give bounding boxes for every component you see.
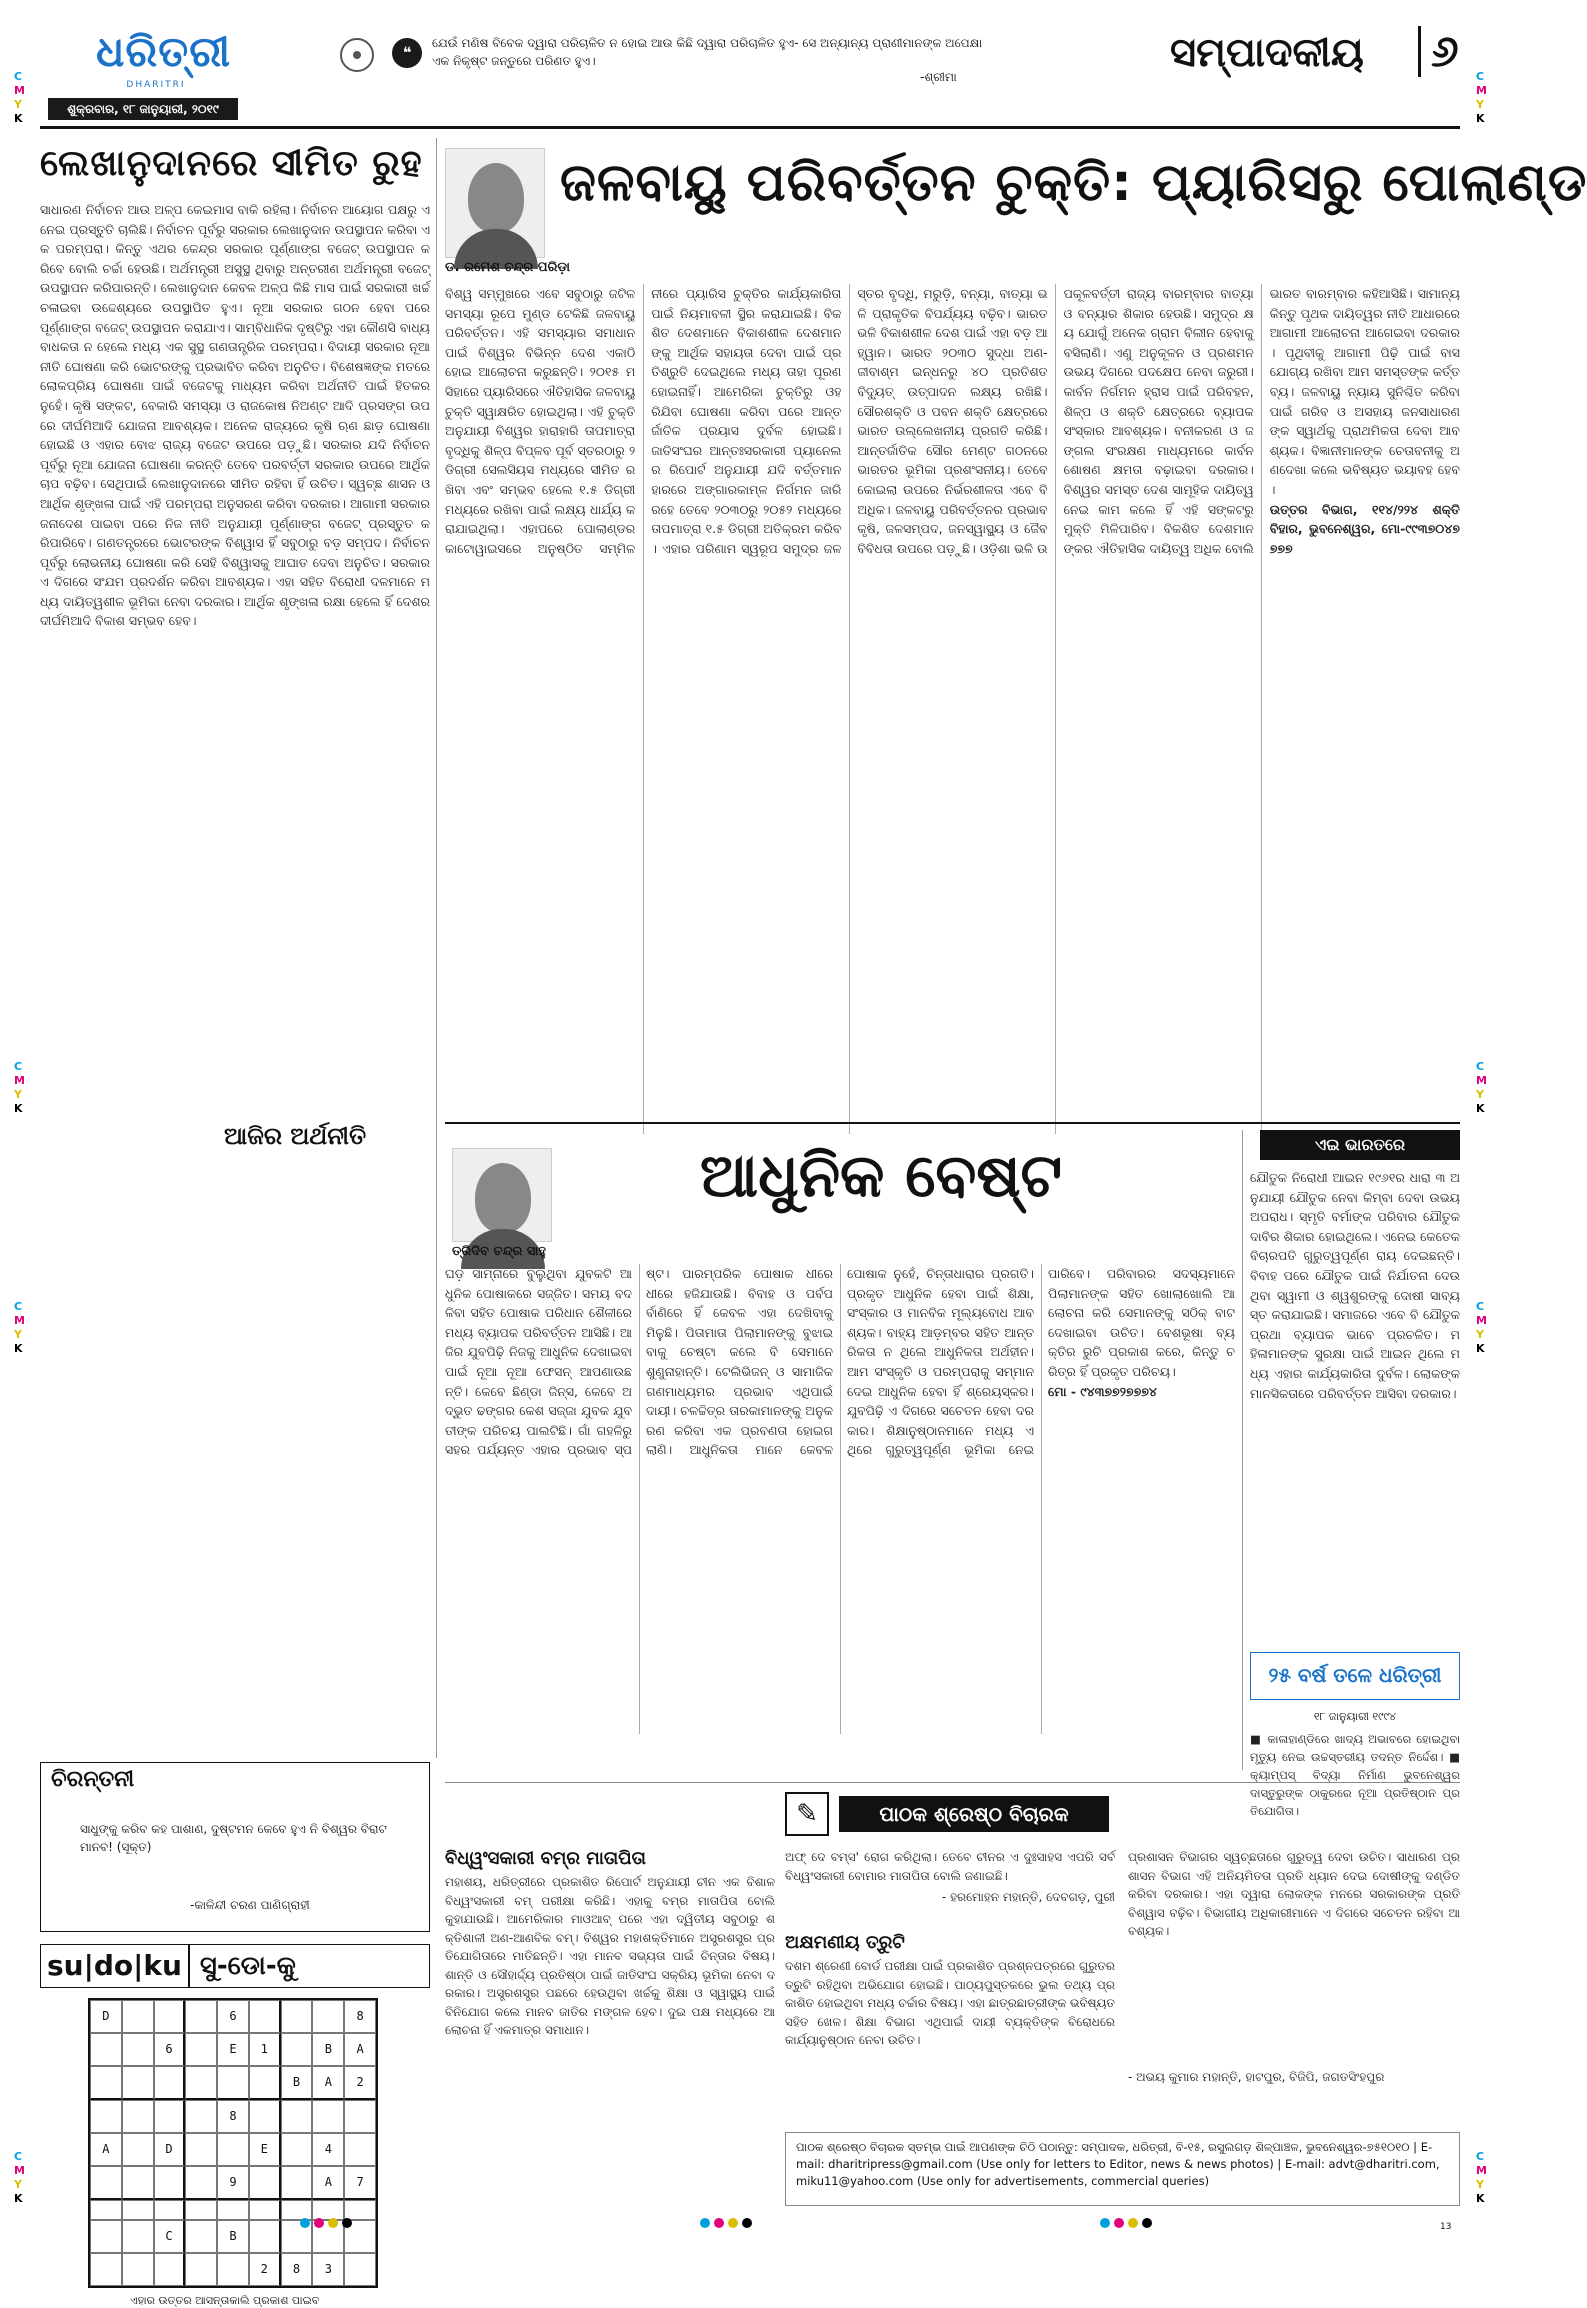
sudoku-cell — [185, 2100, 217, 2133]
sudoku-cell: 9 — [217, 2166, 249, 2200]
sudoku-cell — [281, 2200, 313, 2220]
sudoku-cell: 8 — [281, 2253, 313, 2286]
letters-pen-icon: ✎ — [785, 1792, 829, 1836]
sudoku-cell — [90, 2200, 122, 2220]
chirantani-author: -କାଳିନ୍ଦୀ ଚରଣ ପାଣିଗ୍ରାହୀ — [190, 1898, 310, 1912]
letters-title: ପାଠକ ଶ୍ରେଷ୍ଠ ବିଚାରକ — [839, 1796, 1109, 1832]
sudoku-cell — [122, 2066, 154, 2100]
sudoku-cell — [249, 2100, 281, 2133]
sudoku-cell: 2 — [344, 2066, 376, 2100]
sudoku-cell — [344, 2200, 376, 2220]
registration-marks-right-bottom: C M Y K — [1476, 2150, 1487, 2205]
sudoku-cell — [122, 2253, 154, 2286]
article-divider — [445, 1122, 1460, 1124]
sudoku-cell: 3 — [312, 2253, 344, 2286]
sudoku-cell: B — [281, 2066, 313, 2100]
sudoku-grid — [88, 1998, 378, 2288]
letter-item — [785, 1932, 1115, 2122]
letter-signature: - ଅଭୟ କୁମାର ମହାନ୍ତି, ହାଟପୁର, ବିଜିପି, ଜଗତସିଂହପୁର — [1128, 2070, 1385, 2084]
anniversary-body: ■ କାଳାହାଣ୍ଡିରେ ଖାଦ୍ୟ ଅଭାବରେ ହୋଇଥିବା ମୃତ୍ୟୁ ନେଇ ଉଚ୍ଚସ୍ତରୀୟ ତଦନ୍ତ ନିର୍ଦ୍ଦେଶ। ■ କ୍ୟାମ୍ପସ୍ ବିଦ୍ୟା ନିର୍ମାଣ ଭୁବନେଶ୍ୱର ଦାସ୍ତୁରୁଙ୍କ ଠାକୁରରେ ନୂଆ ପ୍ରତିଷ୍ଠାନ ପ୍ରତିଯୋଗିତା। — [1250, 1732, 1460, 1818]
sudoku-cell — [122, 2033, 154, 2066]
section-title: ସମ୍ପାଦକୀୟ — [1170, 30, 1364, 76]
sudoku-cell — [154, 2000, 186, 2033]
column-divider-right — [1242, 1130, 1243, 1770]
sudoku-cell — [344, 2133, 376, 2166]
sudoku-cell — [185, 2033, 217, 2066]
registration-marks-left-low: C M Y K — [14, 1300, 25, 1355]
sudoku-cell — [312, 2000, 344, 2033]
dateline: ଶୁକ୍ରବାର, ୧୮ ଜାନୁୟାରୀ, ୨୦୧୯ — [48, 98, 238, 120]
sudoku-cell — [154, 2066, 186, 2100]
sudoku-cell — [281, 2000, 313, 2033]
logo-subtitle: DHARITRI — [126, 80, 186, 90]
daily-quote: ଯେଉଁ ମଣିଷ ବିବେକ ଦ୍ୱାରା ପରିଚାଳିତ ନ ହୋଇ ଆଉ କିଛି ଦ୍ୱାରା ପରିଚାଳିତ ହୁଏ- ସେ ଅନ୍ୟାନ୍ୟ ପ୍ରାଣୀମାନଙ୍କ ଅପେକ୍ଷା ଏକ ନିକୃଷ୍ଟ ଜନ୍ତୁରେ ପରିଣତ ହୁଏ। — [432, 36, 983, 68]
sudoku-cell — [90, 2253, 122, 2286]
editorial-headline: ଲେଖାନୁଦାନରେ ସୀମିତ ରୁହ — [40, 143, 423, 184]
sudoku-cell — [185, 2166, 217, 2200]
registration-marks-left-bottom: C M Y K — [14, 2150, 25, 2205]
sudoku-cell — [154, 2200, 186, 2220]
sudoku-cell: B — [217, 2220, 249, 2253]
article2-body — [445, 1264, 1235, 1734]
sudoku-cell — [217, 2066, 249, 2100]
bharat-body: ଯୌତୁକ ନିରୋଧୀ ଆଇନ ୧୯୬୧ର ଧାରା ୩ ଅନୁଯାୟୀ ଯୌତୁକ ନେବା କିମ୍ବା ଦେବା ଉଭୟ ଅପରାଧ। ସ୍ମୃତି ବର୍ମାଙ୍କ ପରିବାର ଯୌତୁକ ଦାବିର ଶିକାର ହୋଇଥିଲେ। ଏନେଇ କେତେକ ବିଚାରପତି ଗୁରୁତ୍ୱପୂର୍ଣ୍ଣ ରାୟ ଦେଇଛନ୍ତି। ବିବାହ ପରେ ଯୌତୁକ ପାଇଁ ନିର୍ଯାତନା ଦେଉଥିବା ସ୍ୱାମୀ ଓ ଶ୍ୱଶୁରଙ୍କୁ ଦୋଷୀ ସାବ୍ୟସ୍ତ କରାଯାଇଛି। ସମାଜରେ ଏବେ ବି ଯୌତୁକ ପ୍ରଥା ବ୍ୟାପକ ଭାବେ ପ୍ରଚଳିତ। ମହିଳାମାନଙ୍କ ସୁରକ୍ଷା ପାଇଁ ଆଇନ ଥିଲେ ମଧ୍ୟ ଏହାର କାର୍ଯ୍ୟକାରିତା ଦୁର୍ବଳ। ଲୋକଙ୍କ ମାନସିକତାରେ ପରିବର୍ତ୍ତନ ଆସିବା ଦରକାର। — [1250, 1170, 1460, 1401]
sudoku-cell: A — [90, 2133, 122, 2166]
sudoku-cell: E — [217, 2033, 249, 2066]
page-number: ୬ — [1418, 26, 1459, 77]
sudoku-cell — [185, 2066, 217, 2100]
article2-headline: ଆଧୁନିକ ବେଷ୍ଟ — [700, 1141, 1063, 1211]
sudoku-cell — [281, 2100, 313, 2133]
letters-divider — [445, 1782, 1460, 1783]
registration-marks-left: C M Y K — [14, 70, 25, 125]
sudoku-cell: 8 — [217, 2100, 249, 2133]
sudoku-cell — [90, 2220, 122, 2253]
sudoku-cell: B — [312, 2033, 344, 2066]
column-divider-left — [436, 138, 437, 1758]
sudoku-cell — [185, 2200, 217, 2220]
sudoku-cell — [344, 2253, 376, 2286]
letter-body: ମହାଶୟ, ଧରିତ୍ରୀରେ ପ୍ରକାଶିତ ରିପୋର୍ଟ ଅନୁଯାୟୀ ଚୀନ ଏକ ବିଶାଳ ବିଧ୍ୱଂସକାରୀ ବମ୍ ପରୀକ୍ଷା କରିଛି। ଏହାକୁ ବମ୍‌ର ମାତାପିତା ବୋଲି କୁହାଯାଉଛି। ଆମେରିକାର ମାଓଆବ୍ ପରେ ଏହା ଦ୍ୱିତୀୟ ସବୁଠାରୁ ଶକ୍ତିଶାଳୀ ଅଣ-ଆଣବିକ ବମ୍। ବିଶ୍ୱର ମହାଶକ୍ତିମାନେ ଅସ୍ତ୍ରଶସ୍ତ୍ର ପ୍ରତିଯୋଗିତାରେ ମାତିଛନ୍ତି। ଏହା ମାନବ ସଭ୍ୟତା ପାଇଁ ଚିନ୍ତାର ବିଷୟ। ଶାନ୍ତି ଓ ସୌହାର୍ଦ୍ଦ୍ୟ ପ୍ରତିଷ୍ଠା ପାଇଁ ଜାତିସଂଘ ସକ୍ରିୟ ଭୂମିକା ନେବା ଦରକାର। ଅସ୍ତ୍ରଶସ୍ତ୍ର ପଛରେ ହେଉଥିବା ଖର୍ଚ୍ଚକୁ ଶିକ୍ଷା ଓ ସ୍ୱାସ୍ଥ୍ୟ ପାଇଁ ବିନିଯୋଗ କଲେ ମାନବ ଜାତିର ମଙ୍ଗଳ ହେବ। ଦୁଇ ପକ୍ଷ ମଧ୍ୟରେ ଆଲୋଚନା ହିଁ ଏକମାତ୍ର ସମାଧାନ। — [445, 1875, 775, 2037]
sudoku-cell: 8 — [344, 2000, 376, 2033]
sudoku-cell — [90, 2166, 122, 2200]
sudoku-cell — [249, 2200, 281, 2220]
sudoku-cell — [249, 2166, 281, 2200]
sudoku-cell: D — [154, 2133, 186, 2166]
letter-body: ପ୍ରଶାସନ ବିଭାଗର ସ୍ୱଚ୍ଛତାରେ ଗୁରୁତ୍ୱ ଦେବା ଉଚିତ। ସାଧାରଣ ପ୍ରଶାସନ ବିଭାଗ ଏହି ଅନିୟମିତତା ପ୍ରତି ଧ୍ୟାନ ଦେଇ ଦୋଷୀଙ୍କୁ ଦଣ୍ଡିତ କରିବା ଦରକାର। ଏହା ଦ୍ୱାରା ଲୋକଙ୍କ ମନରେ ସରକାରଙ୍କ ପ୍ରତି ବିଶ୍ୱାସ ବଢ଼ିବ। ବିଭାଗୀୟ ଅଧିକାରୀମାନେ ଏ ଦିଗରେ ସଚେତନ ରହିବା ଆବଶ୍ୟକ। — [1128, 1850, 1460, 1938]
letters-banner — [445, 1792, 1460, 1838]
letter-item — [1128, 1848, 1460, 2118]
sudoku-cell — [312, 2100, 344, 2133]
sudoku-cell — [281, 2133, 313, 2166]
registration-marks-left-mid: C M Y K — [14, 1060, 25, 1115]
letter-heading: ଅକ୍ଷମଣୀୟ ତ୍ରୁଟି — [785, 1932, 905, 1953]
sudoku-cell — [281, 2166, 313, 2200]
registration-marks-right-mid: C M Y K — [1476, 1060, 1487, 1115]
sudoku-cell: C — [154, 2220, 186, 2253]
article1-text: ବିଶ୍ୱ ସମ୍ମୁଖରେ ଏବେ ସବୁଠାରୁ ଜଟିଳ ସମସ୍ୟା ରୂପେ ମୁଣ୍ଡ ଟେକିଛି ଜଳବାୟୁ ପରିବର୍ତ୍ତନ। ଏହି ସମସ୍ୟାର ସମାଧାନ ପାଇଁ ବିଶ୍ୱର ବିଭିନ୍ନ ଦେଶ ଏକାଠି ହୋଇ ଆଲୋଚନା କରୁଛନ୍ତି। ୨୦୧୫ ମସିହାରେ ପ୍ୟାରିସରେ ଐତିହାସିକ ଜଳବାୟୁ ଚୁକ୍ତି ସ୍ୱାକ୍ଷରିତ ହୋଇଥିଲା। ଏହି ଚୁକ୍ତି ଅନୁଯାୟୀ ବିଶ୍ୱର ହାରାହାରି ତାପମାତ୍ରା ବୃଦ୍ଧିକୁ ଶିଳ୍ପ ବିପ୍ଳବ ପୂର୍ବ ସ୍ତରଠାରୁ ୨ ଡିଗ୍ରୀ ସେଲସିୟସ ମଧ୍ୟରେ ସୀମିତ ରଖିବା ଏବଂ ସମ୍ଭବ ହେଲେ ୧.୫ ଡିଗ୍ରୀ ମଧ୍ୟରେ ରଖିବା ପାଇଁ ଲକ୍ଷ୍ୟ ଧାର୍ଯ୍ୟ କରାଯାଇଥିଲା। ଏହାପରେ ପୋଲାଣ୍ଡର କାଟୋୱାଇସରେ ଅନୁଷ୍ଠିତ ସମ୍ମିଳନୀରେ ପ୍ୟାରିସ ଚୁକ୍ତିର କାର୍ଯ୍ୟକାରିତା ପାଇଁ ନିୟମାବଳୀ ସ୍ଥିର କରାଯାଇଛି। ବିକଶିତ ଦେଶମାନେ ବିକାଶଶୀଳ ଦେଶମାନଙ୍କୁ ଆର୍ଥିକ ସହାୟତା ଦେବା ପାଇଁ ପ୍ରତିଶ୍ରୁତି ଦେଇଥିଲେ ମଧ୍ୟ ତାହା ପୂରଣ ହୋଇନାହିଁ। ଆମେରିକା ଚୁକ୍ତିରୁ ଓହରିଯିବା ଘୋଷଣା କରିବା ପରେ ଆନ୍ତର୍ଜାତିକ ପ୍ରୟାସ ଦୁର୍ବଳ ହୋଇଛି। ଜାତିସଂଘର ଆନ୍ତଃସରକାରୀ ପ୍ୟାନେଲର ରିପୋର୍ଟ ଅନୁଯାୟୀ ଯଦି ବର୍ତ୍ତମାନ ହାରରେ ଅଙ୍ଗାରକାମ୍ଳ ନିର୍ଗମନ ଜାରି ରହେ ତେବେ ୨୦୩୦ରୁ ୨୦୫୨ ମଧ୍ୟରେ ତାପମାତ୍ରା ୧.୫ ଡିଗ୍ରୀ ଅତିକ୍ରମ କରିବ। ଏହାର ପରିଣାମ ସ୍ୱରୂପ ସମୁଦ୍ର ଜଳସ୍ତର ବୃଦ୍ଧି, ମରୁଡ଼ି, ବନ୍ୟା, ବାତ୍ୟା ଭଳି ପ୍ରାକୃତିକ ବିପର୍ଯ୍ୟୟ ବଢ଼ିବ। ଭାରତ ଭଳି ବିକାଶଶୀଳ ଦେଶ ପାଇଁ ଏହା ବଡ଼ ଆହ୍ୱାନ। ଭାରତ ୨୦୩୦ ସୁଦ୍ଧା ଅଣ-ଜୀବାଶ୍ମ ଇନ୍ଧନରୁ ୪୦ ପ୍ରତିଶତ ବିଦ୍ୟୁତ୍ ଉତ୍ପାଦନ ଲକ୍ଷ୍ୟ ରଖିଛି। ସୌରଶକ୍ତି ଓ ପବନ ଶକ୍ତି କ୍ଷେତ୍ରରେ ଭାରତ ଉଲ୍ଲେଖନୀୟ ପ୍ରଗତି କରିଛି। ଆନ୍ତର୍ଜାତିକ ସୌର ମେଣ୍ଟ ଗଠନରେ ଭାରତର ଭୂମିକା ପ୍ରଶଂସନୀୟ। ତେବେ କୋଇଲା ଉପରେ ନିର୍ଭରଶୀଳତା ଏବେ ବି ଅଧିକ। ଜଳବାୟୁ ପରିବର୍ତ୍ତନର ପ୍ରଭାବ କୃଷି, ଜଳସମ୍ପଦ, ଜନସ୍ୱାସ୍ଥ୍ୟ ଓ ଜୈବ ବିବିଧତା ଉପରେ ପଡ଼ୁଛି। ଓଡ଼ିଶା ଭଳି ଉପକୂଳବର୍ତ୍ତୀ ରାଜ୍ୟ ବାରମ୍ବାର ବାତ୍ୟା ଓ ବନ୍ୟାର ଶିକାର ହେଉଛି। ସମୁଦ୍ର କ୍ଷୟ ଯୋଗୁଁ ଅନେକ ଗ୍ରାମ ବିଲୀନ ହେବାକୁ ବସିଲାଣି। ଏଣୁ ଅନୁକୂଳନ ଓ ପ୍ରଶମନ ଉଭୟ ଦିଗରେ ପଦକ୍ଷେପ ନେବା ଜରୁରୀ। କାର୍ବନ ନିର୍ଗମନ ହ୍ରାସ ପାଇଁ ପରିବହନ, ଶିଳ୍ପ ଓ ଶକ୍ତି କ୍ଷେତ୍ରରେ ବ୍ୟାପକ ସଂସ୍କାର ଆବଶ୍ୟକ। ବନୀକରଣ ଓ ଜଙ୍ଗଲ ସଂରକ୍ଷଣ ମାଧ୍ୟମରେ କାର୍ବନ ଶୋଷଣ କ୍ଷମତା ବଢ଼ାଇବା ଦରକାର। ବିଶ୍ୱର ସମସ୍ତ ଦେଶ ସାମୂହିକ ଦାୟିତ୍ୱ ନେଇ କାମ କଲେ ହିଁ ଏହି ସଙ୍କଟରୁ ମୁକ୍ତି ମିଳିପାରିବ। ବିକଶିତ ଦେଶମାନଙ୍କର ଐତିହାସିକ ଦାୟିତ୍ୱ ଅଧିକ ବୋଲି ଭାରତ ବାରମ୍ବାର କହିଆସିଛି। ସାମାନ୍ୟ କିନ୍ତୁ ପୃଥକ ଦାୟିତ୍ୱର ନୀତି ଆଧାରରେ ଆଗାମୀ ଆଲୋଚନା ଆଗେଇବା ଦରକାର। ପୃଥିବୀକୁ ଆଗାମୀ ପିଢ଼ି ପାଇଁ ବାସଯୋଗ୍ୟ ରଖିବା ଆମ ସମସ୍ତଙ୍କ କର୍ତ୍ତବ୍ୟ। ଜଳବାୟୁ ନ୍ୟାୟ ସୁନିଶ୍ଚିତ କରିବା ପାଇଁ ଗରିବ ଓ ଅସହାୟ ଜନସାଧାରଣଙ୍କ ସ୍ୱାର୍ଥକୁ ପ୍ରାଥମିକତା ଦେବା ଆବଶ୍ୟକ। ବିଜ୍ଞାନୀମାନଙ୍କ ଚେତାବନୀକୁ ଅଣଦେଖା କଲେ ଭବିଷ୍ୟତ ଭୟାବହ ହେବ। — [445, 286, 1460, 556]
sudoku-cell — [122, 2220, 154, 2253]
sudoku-cell — [122, 2200, 154, 2220]
letter-item — [445, 1848, 775, 2228]
sudoku-cell — [217, 2253, 249, 2286]
sudoku-cell — [154, 2100, 186, 2133]
quote-icon: ❝ — [392, 38, 422, 68]
chirantani-title: ଚିରନ୍ତନୀ — [51, 1767, 135, 1792]
sudoku-cell — [154, 2253, 186, 2286]
sudoku-cell: D — [90, 2000, 122, 2033]
sudoku-cell: A — [312, 2166, 344, 2200]
article2-author: ତ୍ରିଦିବ ଚନ୍ଦ୍ର ସାହୁ — [452, 1244, 546, 1259]
letter-item — [785, 1848, 1115, 1928]
sudoku-header — [40, 1944, 430, 1988]
article1-headline: ଜଳବାୟୁ ପରିବର୍ତ୍ତନ ଚୁକ୍ତି: ପ୍ୟାରିସରୁ ପୋଲାଣ୍ଡ — [560, 153, 1587, 213]
registration-marks-right-low: C M Y K — [1476, 1300, 1487, 1355]
sudoku-cell — [90, 2100, 122, 2133]
sudoku-answer-note: ଏହାର ଉତ୍ତର ଆସନ୍ତାକାଲି ପ୍ରକାଶ ପାଇବ — [130, 2294, 320, 2307]
logo-title: ଧରିତ୍ରୀ — [96, 27, 232, 76]
sudoku-cell: 1 — [249, 2033, 281, 2066]
sudoku-cell: A — [312, 2066, 344, 2100]
sudoku-cell — [249, 2220, 281, 2253]
article1-signature: ଉତ୍ତର ବିଭାଗ, ୧୧୪/୨୨୪ ଶକ୍ତି ବିହାର, ଭୁବନେଶ୍ୱର, ମୋ-୯୯୩୭୦୪୭୭୭୭ — [1269, 501, 1460, 556]
sudoku-cell — [185, 2000, 217, 2033]
letter-signature: - ହରମୋହନ ମହାନ୍ତି, ଦେବଗଡ଼, ପୁରୀ — [941, 1890, 1115, 1904]
sudoku-logo: su|do|ku — [41, 1945, 190, 1987]
letters-contact: ପାଠକ ଶ୍ରେଷ୍ଠ ବିଚାରକ ସ୍ତମ୍ଭ ପାଇଁ ଆପଣଙ୍କ ଚିଠି ପଠାନ୍ତୁ: ସମ୍ପାଦକ, ଧରିତ୍ରୀ, ବି-୧୫, ରସୁଲଗଡ଼ ଶିଳ୍ପାଞ୍ଚଳ, ଭୁବନେଶ୍ୱର-୭୫୧୦୧୦ | E-mail: dharitripress@gmail.com (Use only for letters to Editor, news & news photos) | E-mail: advt@dharitri.com, miku11@yahoo.com (Use only for advertisements, commercial queries) — [785, 2132, 1460, 2206]
sudoku-cell: A — [344, 2033, 376, 2066]
sudoku-cell — [185, 2133, 217, 2166]
article2-signature: ମୋ - ୯୪୩୭୭୨୭୭୭୪ — [1048, 1383, 1157, 1399]
sudoku-cell — [122, 2166, 154, 2200]
color-swatches — [700, 2218, 752, 2228]
article2-text: ଘଡ଼ ସାମ୍ନାରେ ବୁଲୁଥିବା ଯୁବକଟି ଆଧୁନିକ ପୋଷାକରେ ସଜ୍ଜିତ। ସମୟ ବଦଳିବା ସହିତ ପୋଷାକ ପରିଧାନ ଶୈଳୀରେ ମଧ୍ୟ ବ୍ୟାପକ ପରିବର୍ତ୍ତନ ଆସିଛି। ଆଜିର ଯୁବପିଢ଼ି ନିଜକୁ ଆଧୁନିକ ଦେଖାଇବା ପାଇଁ ନୂଆ ନୂଆ ଫେସନ୍ ଆପଣାଉଛନ୍ତି। କେବେ ଛିଣ୍ଡା ଜିନ୍ସ, କେବେ ଅଦ୍ଭୁତ ଢଙ୍ଗର କେଶ ସଜ୍ଜା ଯୁବକ ଯୁବତୀଙ୍କ ପରିଚୟ ପାଲଟିଛି। ଗାଁ ଗହଳିରୁ ସହର ପର୍ଯ୍ୟନ୍ତ ଏହାର ପ୍ରଭାବ ସ୍ପଷ୍ଟ। ପାରମ୍ପରିକ ପୋଷାକ ଧୀରେ ଧୀରେ ହଜିଯାଉଛି। ବିବାହ ଓ ପର୍ବପର୍ବାଣିରେ ହିଁ କେବଳ ଏହା ଦେଖିବାକୁ ମିଳୁଛି। ପିତାମାତା ପିଲାମାନଙ୍କୁ ବୁଝାଇବାକୁ ଚେଷ୍ଟା କଲେ ବି ସେମାନେ ଶୁଣୁନାହାନ୍ତି। ଟେଲିଭିଜନ୍ ଓ ସାମାଜିକ ଗଣମାଧ୍ୟମର ପ୍ରଭାବ ଏଥିପାଇଁ ଦାୟୀ। ଚଳଚ୍ଚିତ୍ର ତାରକାମାନଙ୍କୁ ଅନୁକରଣ କରିବା ଏକ ପ୍ରବଣତା ହୋଇଗଲାଣି। ଆଧୁନିକତା ମାନେ କେବଳ ପୋଷାକ ନୁହେଁ, ଚିନ୍ତାଧାରାର ପ୍ରଗତି। ପ୍ରକୃତ ଆଧୁନିକ ହେବା ପାଇଁ ଶିକ୍ଷା, ସଂସ୍କାର ଓ ମାନବିକ ମୂଲ୍ୟବୋଧ ଆବଶ୍ୟକ। ବାହ୍ୟ ଆଡ଼ମ୍ବର ସହିତ ଆନ୍ତରିକତା ନ ଥିଲେ ଆଧୁନିକତା ଅର୍ଥହୀନ। ଆମ ସଂସ୍କୃତି ଓ ପରମ୍ପରାକୁ ସମ୍ମାନ ଦେଇ ଆଧୁନିକ ହେବା ହିଁ ଶ୍ରେୟସ୍କର। ଯୁବପିଢ଼ି ଏ ଦିଗରେ ସଚେତନ ହେବା ଦରକାର। ଶିକ୍ଷାନୁଷ୍ଠାନମାନେ ମଧ୍ୟ ଏଥିରେ ଗୁରୁତ୍ୱପୂର୍ଣ୍ଣ ଭୂମିକା ନେଇପାରିବେ। ପରିବାରର ସଦସ୍ୟମାନେ ପିଲାମାନଙ୍କ ସହିତ ଖୋଲାଖୋଲି ଆଲୋଚନା କରି ସେମାନଙ୍କୁ ସଠିକ୍ ବାଟ ଦେଖାଇବା ଉଚିତ। ବେଶଭୂଷା ବ୍ୟକ୍ତିର ରୁଚି ପ୍ରକାଶ କରେ, କିନ୍ତୁ ଚରିତ୍ର ହିଁ ପ୍ରକୃତ ପରିଚୟ। — [445, 1266, 1235, 1458]
sudoku-cell — [217, 2200, 249, 2220]
chirantani-poem: ସାଧୁଙ୍କୁ କରିବ କହ ପାଶାଣ, ଦୁଷ୍ଟମନ କେବେ ହୁଏ ନି ବିଶ୍ୱର ବିରାଟ ମାନବ! (ସୂକ୍ତ) — [80, 1822, 387, 1854]
dharitri-logo — [96, 24, 232, 96]
letter-body: ଅଫ୍ ଦେ ବମ୍ସ' ରୋଗ କରିଥିଲା। ତେବେ ଚୀନର ଏ ଦୁଃସାହସ ଏପରି ସର୍ବ ବିଧ୍ୱଂସକାରୀ ବୋମାର ମାତାପିତା ବୋଲି ଜଣାଇଛି। — [785, 1850, 1115, 1883]
color-swatches — [300, 2218, 352, 2228]
footer-page-number: 13 — [1440, 2222, 1452, 2232]
sudoku-cell — [90, 2033, 122, 2066]
sudoku-cell — [122, 2000, 154, 2033]
article1-body — [445, 284, 1460, 1134]
chakra-icon — [340, 38, 374, 72]
sudoku-cell — [281, 2033, 313, 2066]
sudoku-cell: 4 — [312, 2133, 344, 2166]
sudoku-cell — [344, 2100, 376, 2133]
sudoku-cell — [154, 2166, 186, 2200]
letter-heading: ବିଧ୍ୱଂସକାରୀ ବମ୍‌ର ମାତାପିତା — [445, 1848, 646, 1869]
anniversary-date: ୧୮ ଜାନୁୟାରୀ ୧୯୯୪ — [1313, 1710, 1397, 1723]
masthead-rule — [40, 126, 1460, 129]
author-photo-2 — [452, 1148, 552, 1242]
sudoku-cell: 6 — [154, 2033, 186, 2066]
bharat-header: ଏଇ ଭାରତରେ — [1260, 1130, 1460, 1160]
sudoku-cell: E — [249, 2133, 281, 2166]
registration-marks-right: C M Y K — [1476, 70, 1487, 125]
editorial-subhead: ଆଜିର ଅର୍ଥନୀତି — [220, 1122, 370, 1150]
letter-body: ଦଶମ ଶ୍ରେଣୀ ବୋର୍ଡ ପରୀକ୍ଷା ପାଇଁ ପ୍ରକାଶିତ ପ୍ରଶ୍ନପତ୍ରରେ ଗୁରୁତର ତ୍ରୁଟି ରହିଥିବା ଅଭିଯୋଗ ହୋଇଛି। ପାଠ୍ୟପୁସ୍ତକରେ ଭୁଲ ତଥ୍ୟ ପ୍ରକାଶିତ ହୋଇଥିବା ମଧ୍ୟ ଚର୍ଚ୍ଚାର ବିଷୟ। ଏହା ଛାତ୍ରଛାତ୍ରୀଙ୍କ ଭବିଷ୍ୟତ ସହିତ ଖେଳ। ଶିକ୍ଷା ବିଭାଗ ଏଥିପାଇଁ ଦାୟୀ ବ୍ୟକ୍ତିଙ୍କ ବିରୋଧରେ କାର୍ଯ୍ୟାନୁଷ୍ଠାନ ନେବା ଉଚିତ। — [785, 1959, 1115, 2047]
sudoku-cell — [122, 2100, 154, 2133]
article1-author: ଡ. ରମେଶ ଚନ୍ଦ୍ର ପରିଡ଼ା — [445, 260, 570, 275]
sudoku-cell — [249, 2066, 281, 2100]
quote-author: -ଶ୍ରୀମା — [920, 70, 957, 84]
anniversary-header: ୨୫ ବର୍ଷ ତଳେ ଧରିତ୍ରୀ — [1250, 1652, 1460, 1700]
sudoku-cell — [312, 2200, 344, 2220]
sudoku-cell — [122, 2133, 154, 2166]
editorial-body: ସାଧାରଣ ନିର୍ବାଚନ ଆଉ ଅଳ୍ପ କେଇମାସ ବାକି ରହିଲା। ନିର୍ବାଚନ ଆୟୋଗ ପକ୍ଷରୁ ଏ ନେଇ ପ୍ରସ୍ତୁତି ଚାଲିଛି। ନିର୍ବାଚନ ପୂର୍ବରୁ ସରକାର ଲେଖାନୁଦାନ ଉପସ୍ଥାପନ କରିବା ଏକ ପରମ୍ପରା। କିନ୍ତୁ ଏଥର କେନ୍ଦ୍ର ସରକାର ପୂର୍ଣ୍ଣାଙ୍ଗ ବଜେଟ୍ ଉପସ୍ଥାପନ କରିବେ ବୋଲି ଚର୍ଚ୍ଚା ହେଉଛି। ଅର୍ଥମନ୍ତ୍ରୀ ଅସୁସ୍ଥ ଥିବାରୁ ଅନ୍ତରୀଣ ଅର୍ଥମନ୍ତ୍ରୀ ବଜେଟ୍ ଉପସ୍ଥାପନ କରିପାରନ୍ତି। ଲେଖାନୁଦାନ କେବଳ ଅଳ୍ପ କିଛି ମାସ ପାଇଁ ସରକାରୀ ଖର୍ଚ୍ଚ ଚଳାଇବା ଉଦ୍ଦେଶ୍ୟରେ ଉପସ୍ଥାପିତ ହୁଏ। ନୂଆ ସରକାର ଗଠନ ହେବା ପରେ ପୂର୍ଣ୍ଣାଙ୍ଗ ବଜେଟ୍ ଉପସ୍ଥାପନ କରାଯାଏ। ସାମ୍ବିଧାନିକ ଦୃଷ୍ଟିରୁ ଏହା କୌଣସି ବାଧ୍ୟବାଧକତା ନ ହେଲେ ମଧ୍ୟ ଏକ ସୁସ୍ଥ ଗଣତାନ୍ତ୍ରିକ ପରମ୍ପରା। ବିଦାୟୀ ସରକାର ନୂଆ ନୀତି ଘୋଷଣା କରି ଭୋଟରଙ୍କୁ ପ୍ରଭାବିତ କରିବା ଅନୁଚିତ। ବିଶେଷଜ୍ଞଙ୍କ ମତରେ ଲୋକପ୍ରିୟ ଘୋଷଣା ପାଇଁ ବଜେଟକୁ ମାଧ୍ୟମ କରିବା ଅର୍ଥନୀତି ପାଇଁ ହିତକର ନୁହେଁ। କୃଷି ସଙ୍କଟ, ବେକାରି ସମସ୍ୟା ଓ ରାଜକୋଷ ନିଅଣ୍ଟ ଆଦି ପ୍ରସଙ୍ଗ ଉପରେ ଦୀର୍ଘମିଆଦି ଯୋଜନା ଆବଶ୍ୟକ। ଅନେକ ରାଜ୍ୟରେ କୃଷି ଋଣ ଛାଡ଼ ଘୋଷଣା ହୋଇଛି ଓ ଏହାର ବୋଝ ରାଜ୍ୟ ବଜେଟ ଉପରେ ପଡ଼ୁଛି। ସରକାର ଯଦି ନିର୍ବାଚନ ପୂର୍ବରୁ ନୂଆ ଯୋଜନା ଘୋଷଣା କରନ୍ତି ତେବେ ପରବର୍ତ୍ତୀ ସରକାର ଉପରେ ଆର୍ଥିକ ଚାପ ବଢ଼ିବ। ସେଥିପାଇଁ ଲେଖାନୁଦାନରେ ସୀମିତ ରହିବା ହିଁ ଉଚିତ। ସ୍ୱଚ୍ଛ ଶାସନ ଓ ଆର୍ଥିକ ଶୃଙ୍ଖଳା ପାଇଁ ଏହି ପରମ୍ପରା ଅନୁସରଣ କରିବା ଦରକାର। ଆଗାମୀ ସରକାର ଜନାଦେଶ ପାଇବା ପରେ ନିଜ ନୀତି ଅନୁଯାୟୀ ପୂର୍ଣ୍ଣାଙ୍ଗ ବଜେଟ୍ ପ୍ରସ୍ତୁତ କରିପାରିବେ। ଗଣତନ୍ତ୍ରରେ ଭୋଟରଙ୍କ ବିଶ୍ୱାସ ହିଁ ସବୁଠାରୁ ବଡ଼ ସମ୍ପଦ। ନିର୍ବାଚନ ପୂର୍ବରୁ ଲୋଭନୀୟ ଘୋଷଣା କରି ସେହି ବିଶ୍ୱାସକୁ ଆଘାତ ଦେବା ଅନୁଚିତ। ସରକାର ଏ ଦିଗରେ ସଂଯମ ପ୍ରଦର୍ଶନ କରିବା ଆବଶ୍ୟକ। ଏହା ସହିତ ବିରୋଧୀ ଦଳମାନେ ମଧ୍ୟ ଦାୟିତ୍ୱଶୀଳ ଭୂମିକା ନେବା ଦରକାର। ଆର୍ଥିକ ଶୃଙ୍ଖଳା ରକ୍ଷା ହେଲେ ହିଁ ଦେଶର ଦୀର୍ଘମିଆଦି ବିକାଶ ସମ୍ଭବ ହେବ। — [40, 202, 430, 629]
sudoku-cell: 6 — [217, 2000, 249, 2033]
sudoku-cell: 2 — [249, 2253, 281, 2286]
author-face-2 — [475, 1163, 531, 1233]
sudoku-cell — [249, 2000, 281, 2033]
sudoku-cell — [90, 2066, 122, 2100]
author-face — [468, 163, 524, 233]
color-swatches — [1100, 2218, 1152, 2228]
sudoku-cell: 7 — [344, 2166, 376, 2200]
author-photo-1 — [445, 148, 545, 258]
sudoku-cell — [185, 2220, 217, 2253]
sudoku-cell — [185, 2253, 217, 2286]
sudoku-cell — [217, 2133, 249, 2166]
masthead — [40, 22, 1460, 132]
sudoku-name: ସୁ-ଡୋ-କୁ — [199, 1950, 296, 1981]
